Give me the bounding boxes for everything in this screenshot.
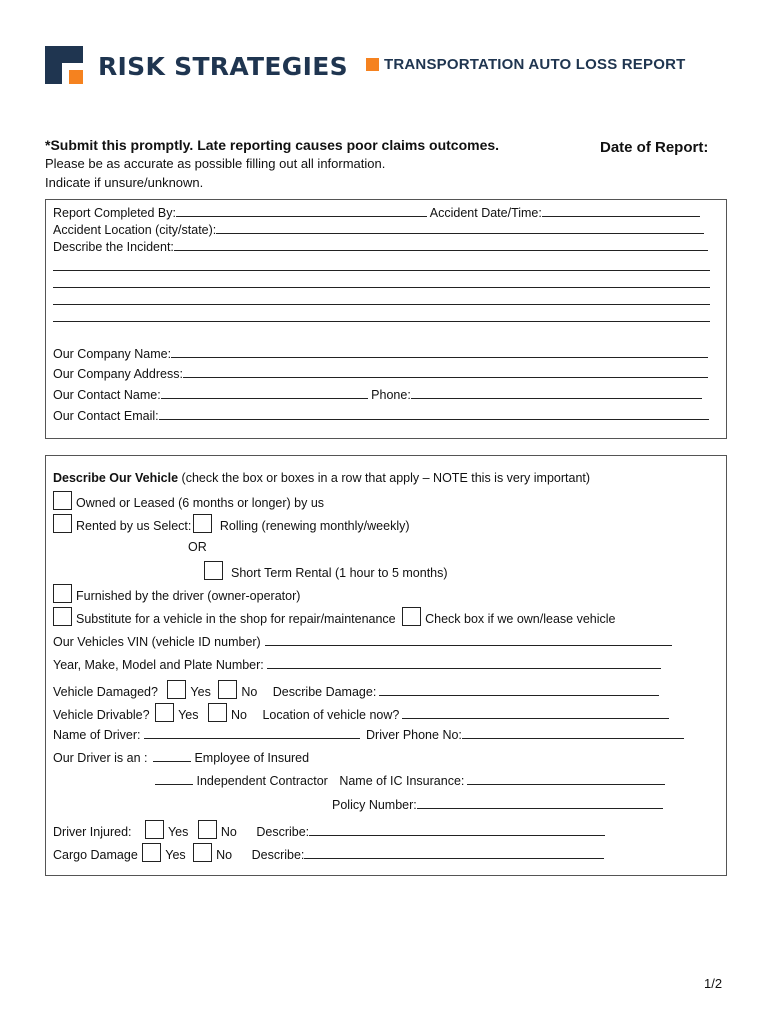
contact-name-label: Our Contact Name:: [53, 388, 161, 402]
own-lease-checkbox[interactable]: [402, 607, 421, 626]
vin-field[interactable]: [265, 634, 672, 646]
cargo-yes-checkbox[interactable]: [142, 843, 161, 862]
accident-location-row: [53, 222, 704, 237]
location-now-label: Location of vehicle now?: [262, 708, 400, 722]
ymmp-label: Year, Make, Model and Plate Number:: [53, 658, 264, 672]
describe-incident-label: Describe the Incident:: [53, 240, 174, 254]
report-completed-field[interactable]: [176, 205, 427, 217]
document-title-text: TRANSPORTATION AUTO LOSS REPORT: [384, 56, 686, 73]
drivable-no-checkbox[interactable]: [208, 703, 227, 722]
incident-line-3[interactable]: [53, 304, 710, 305]
describe-incident-row: [53, 239, 708, 254]
injured-describe-label: Describe:: [256, 825, 310, 839]
ic-insurance-field[interactable]: [467, 773, 665, 785]
injured-describe-field[interactable]: [309, 824, 605, 836]
driver-phone-field[interactable]: [462, 727, 684, 739]
company-name-row: [53, 346, 708, 361]
vehicle-damaged-row: [53, 680, 659, 699]
vin-row: [53, 634, 672, 649]
owned-leased-row: [53, 491, 324, 510]
report-completed-label: Report Completed By:: [53, 206, 176, 220]
incident-line-4[interactable]: [53, 321, 710, 322]
location-now-field[interactable]: [402, 707, 669, 719]
rented-checkbox[interactable]: [53, 514, 72, 533]
phone-field[interactable]: [411, 387, 702, 399]
damaged-yes-label: Yes: [190, 685, 211, 699]
employee-blank[interactable]: [153, 750, 191, 762]
cargo-yes-label: Yes: [165, 848, 186, 862]
accident-location-field[interactable]: [216, 222, 704, 234]
company-address-row: [53, 366, 708, 381]
driver-name-row: [53, 727, 684, 742]
vehicle-drivable-label: Vehicle Drivable?: [53, 708, 150, 722]
unsure-note: Indicate if unsure/unknown.: [45, 175, 204, 190]
describe-incident-field[interactable]: [174, 239, 708, 251]
injured-no-label: No: [220, 825, 237, 839]
cargo-describe-field[interactable]: [304, 847, 604, 859]
incident-line-1[interactable]: [53, 270, 710, 271]
contact-email-label: Our Contact Email:: [53, 409, 159, 423]
driver-injured-row: [53, 820, 605, 839]
or-label: OR: [188, 540, 207, 554]
short-term-label: Short Term Rental (1 hour to 5 months): [231, 566, 448, 580]
vehicle-heading-bold: Describe Our Vehicle: [53, 471, 179, 485]
driver-is-label: Our Driver is an :: [53, 751, 148, 765]
driver-name-label: Name of Driver:: [53, 728, 141, 742]
page-number: 1/2: [704, 976, 723, 991]
driver-phone-label: Driver Phone No:: [366, 728, 462, 742]
policy-number-row: [332, 797, 663, 812]
substitute-label: Substitute for a vehicle in the shop for repair/maintenance: [76, 612, 396, 626]
accident-location-label: Accident Location (city/state):: [53, 223, 217, 237]
cargo-no-label: No: [216, 848, 233, 862]
owned-leased-label: Owned or Leased (6 months or longer) by us: [76, 496, 325, 510]
vehicle-damaged-label: Vehicle Damaged?: [53, 685, 158, 699]
policy-number-label: Policy Number:: [332, 798, 417, 812]
damaged-no-label: No: [241, 685, 258, 699]
company-name-label: Our Company Name:: [53, 347, 172, 361]
damaged-yes-checkbox[interactable]: [167, 680, 186, 699]
document-title: [366, 56, 685, 73]
furnished-row: [53, 584, 300, 603]
company-logo-mark: [45, 46, 83, 84]
employee-label: Employee of Insured: [194, 751, 310, 765]
independent-row: [155, 773, 665, 788]
contact-email-row: [53, 408, 709, 423]
policy-number-field[interactable]: [417, 797, 663, 809]
rolling-label: Rolling (renewing monthly/weekly): [219, 519, 410, 533]
furnished-label: Furnished by the driver (owner-operator): [76, 589, 301, 603]
accident-date-label: Accident Date/Time:: [429, 206, 542, 220]
vehicle-heading-note: (check the box or boxes in a row that apply – NOTE this is very important): [178, 471, 591, 485]
report-completed-row: [53, 205, 700, 220]
vin-label: Our Vehicles VIN (vehicle ID number): [53, 635, 261, 649]
cargo-damage-label: Cargo Damage: [53, 848, 138, 862]
injured-yes-checkbox[interactable]: [145, 820, 164, 839]
drivable-yes-label: Yes: [178, 708, 199, 722]
furnished-checkbox[interactable]: [53, 584, 72, 603]
substitute-row: [53, 607, 616, 626]
company-name-field[interactable]: [171, 346, 708, 358]
own-lease-label: Check box if we own/lease vehicle: [425, 612, 616, 626]
short-term-row: [204, 561, 448, 580]
drivable-no-label: No: [230, 708, 247, 722]
company-address-field[interactable]: [183, 366, 708, 378]
ymmp-field[interactable]: [267, 657, 661, 669]
rented-label: Rented by us Select:: [76, 519, 192, 533]
damaged-no-checkbox[interactable]: [218, 680, 237, 699]
injured-no-checkbox[interactable]: [198, 820, 217, 839]
phone-label: Phone:: [371, 388, 411, 402]
orange-square-icon: [366, 58, 379, 71]
incident-line-2[interactable]: [53, 287, 710, 288]
brand-name: RISK STRATEGIES: [98, 52, 348, 81]
rented-row: [53, 514, 410, 533]
vehicle-heading: [53, 471, 590, 485]
contact-email-field[interactable]: [159, 408, 709, 420]
cargo-no-checkbox[interactable]: [193, 843, 212, 862]
vehicle-drivable-row: [53, 703, 669, 722]
drivable-yes-checkbox[interactable]: [155, 703, 174, 722]
accident-date-field[interactable]: [542, 205, 700, 217]
ymmp-row: [53, 657, 661, 672]
independent-blank[interactable]: [155, 773, 193, 785]
accuracy-note: Please be as accurate as possible filling out all information.: [45, 156, 386, 171]
independent-label: Independent Contractor: [196, 774, 328, 788]
cargo-damage-row: [53, 843, 604, 862]
driver-name-field[interactable]: [144, 727, 360, 739]
date-of-report-label: Date of Report:: [600, 139, 709, 156]
contact-name-row: [53, 387, 702, 402]
short-term-checkbox[interactable]: [204, 561, 223, 580]
describe-damage-field[interactable]: [379, 684, 659, 696]
rolling-checkbox[interactable]: [193, 514, 212, 533]
submit-notice: *Submit this promptly. Late reporting causes poor claims outcomes.: [45, 137, 500, 153]
driver-injured-label: Driver Injured:: [53, 825, 132, 839]
driver-is-row: [53, 750, 309, 765]
ic-insurance-label: Name of IC Insurance:: [339, 774, 465, 788]
describe-damage-label: Describe Damage:: [272, 685, 377, 699]
contact-name-field[interactable]: [161, 387, 368, 399]
company-address-label: Our Company Address:: [53, 367, 183, 381]
cargo-describe-label: Describe:: [251, 848, 305, 862]
injured-yes-label: Yes: [167, 825, 189, 839]
owned-leased-checkbox[interactable]: [53, 491, 72, 510]
substitute-checkbox[interactable]: [53, 607, 72, 626]
